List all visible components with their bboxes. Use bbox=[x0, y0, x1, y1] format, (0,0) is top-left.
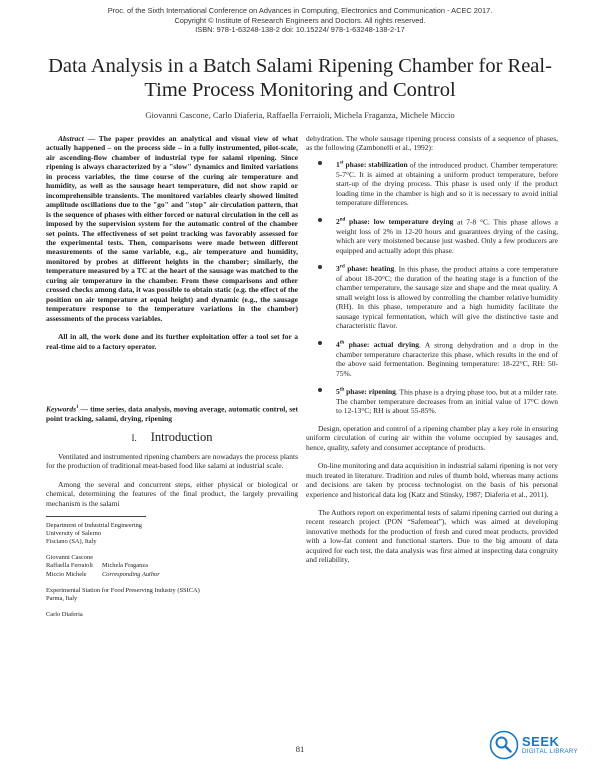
keywords-label: Keywords bbox=[46, 404, 76, 414]
body-paragraph: The Authors report on experimental tests of salami ripening carried out during a recent research project (PON “Safemeat”), which was aimed at developing innovative methods for the production of fresh and cured meat products, provided with a low-fat content and functional starters. Due to the big amount of data acquired for each test, the data analysis was first aimed at inspecting data congruity and reliability, bbox=[306, 508, 558, 565]
intro-paragraph-1: Ventilated and instrumented ripening chambers are nowadays the process plants for the production of traditional meat-based food like salami at industrial scale. bbox=[46, 451, 298, 471]
bullet-icon bbox=[318, 161, 322, 165]
affiliation-2-line-2: Parma, Italy bbox=[46, 594, 78, 602]
header-line-3: ISBN: 978-1-63248-138-2 doi: 10.15224/ 978-1-63248-138-2-17 bbox=[195, 25, 405, 35]
list-item: 1st phase: stabilization of the introduced product. Chamber temperature: 5-7°C. It is aimed at obtaining a uniform product temperature, before start-up of the drying process. This phase is used only if the product loading time in the chamber is high and so it is necessary to avoid initial temperature differences. bbox=[306, 159, 558, 208]
abstract-conclusion: All in all, the work done and its further exploitation offer a tool set for a real-time aid to a factory operator. bbox=[46, 332, 298, 351]
body-paragraph: Design, operation and control of a ripening chamber play a key role in ensuring uniform circulation of curing air within the volume occupied by sausages and, hence, quality, safety and consumer acceptance of products. bbox=[306, 423, 558, 452]
section-number: I. bbox=[131, 433, 137, 444]
keywords-footnote-mark: 1 bbox=[76, 404, 79, 410]
list-item: 2nd phase: low temperature drying at 7-8 °C. This phase allows a weight loss of 2% in 12-20 hours and guarantees drying of the casing, which are very moistened because just washed. Only a few producers are equipped and actually adopt this phase. bbox=[306, 216, 558, 255]
author-name: Michela Fraganza bbox=[102, 562, 148, 570]
left-column bbox=[46, 134, 298, 619]
bullet-icon bbox=[318, 388, 322, 392]
bullet-icon bbox=[318, 341, 322, 345]
author-name: Carlo Diaferia bbox=[46, 610, 83, 618]
keywords-text: — time series, data analysis, moving average, automatic control, set point tracking, salami, drying, ripening bbox=[46, 404, 298, 423]
corresponding-author-note: Corresponding Author bbox=[102, 570, 160, 578]
bullet-icon bbox=[318, 218, 322, 222]
logo-subtext: DIGITAL LIBRARY bbox=[522, 747, 578, 755]
author-name: Giovanni Cascone bbox=[46, 554, 94, 562]
list-item: 4th phase: actual drying. A strong dehydration and a drop in the chamber temperature characterize this phase, which results in the end of the above said fermentation. Beginning temperature: 18-22°C, RH: 50-75%. bbox=[306, 339, 558, 378]
author-name: Miccio Michele bbox=[46, 570, 87, 578]
keywords bbox=[46, 403, 298, 423]
paper-title: Data Analysis in a Batch Salami Ripening Chamber for Real-Time Process Monitoring and Control bbox=[48, 55, 552, 101]
right-column bbox=[306, 134, 558, 565]
author-list: Giovanni Cascone, Carlo Diaferia, Raffaella Ferraioli, Michela Fraganza, Michele Miccio bbox=[145, 110, 455, 120]
abstract-text: — The paper provides an analytical and visual view of what actually happened – on the process side – in a fully instrumented, pilot-scale, air ascending-flow chamber of industrial type for salami ripening. Since ripening is always characterized by a "slow" dynamics and limited variations in process variables, the time course of the curing air temperature and humidity, as well as the sausage heart temperature, did not show rapid or incomprehensible transients. The monitored variables clearly showed limited amplitude oscillations due to the "go" and "stop" air circulation pattern, that is the sequence of phases with either forced or natural circulation in the cell as imposed by the supervision system for the automatic control of the chamber set points. The effectiveness of set point tracking was favorably assessed for the experimental tests. Then, comparisons were made between different measurements of the same variable, e.g., air temperature and humidity, monitored by probes at different heights in the chamber; similarly, the temperature measured by a TC at the heart of the sausage was matched to the curing air temperature in the chamber. From these comparisons and other crossed checks among data, it was possible to obtain static (e.g. the effect of the position on air temperature at equal height) and dynamic (e.g., the sausage temperature response to the temperature variations in the chamber) assessments of the process variables. bbox=[46, 134, 298, 323]
conference-header bbox=[0, 6, 600, 35]
section-title: Introduction bbox=[150, 430, 213, 445]
list-item: 5th phase: ripening. This phase is a drying phase too, but at a milder rate. The chamber temperature decreases from an initial value of 17°C down to 12-13°C; RH is about 55-85%. bbox=[306, 386, 558, 416]
affiliation-1-line-3: Fisciano (SA), Italy bbox=[46, 538, 97, 546]
list-item: 3rd phase: heating. In this phase, the product attains a core temperature of about 18-20°C; the duration of the heating stage is a function of the chamber temperature, the sausage size and shape and the meat quality. A small weight loss is allowed by controlling the chamber relative humidity (RH). In this phase, temperature and a high humidity facilitate the sausage typical fermentation, which will give the distinctive taste and characteristic flavor. bbox=[306, 263, 558, 331]
affiliation-2-line-1: Experimental Station for Food Preserving Industry (SSICA) bbox=[46, 586, 200, 594]
logo-text: SEEK bbox=[522, 733, 560, 749]
section-heading bbox=[46, 430, 298, 445]
seek-digital-library-logo bbox=[489, 730, 578, 760]
footnote-rule bbox=[46, 516, 146, 517]
intro-paragraph-2: Among the several and concurrent steps, either physical or biological or chemical, determining the features of the final product, the largely prevailing mechanism is the salami bbox=[46, 479, 298, 508]
footnotes bbox=[46, 522, 298, 619]
abstract bbox=[46, 134, 298, 323]
page-number: 81 bbox=[295, 744, 305, 754]
affiliation-1-line-2: University of Salerno bbox=[46, 530, 102, 538]
author-name: Raffaella Ferraioli bbox=[46, 562, 93, 570]
abstract-label: Abstract bbox=[58, 134, 84, 143]
seek-logo-icon bbox=[489, 730, 519, 760]
bullet-icon bbox=[318, 265, 322, 269]
affiliation-1-line-1: Department of Industrial Engineering bbox=[46, 522, 143, 530]
phases-intro: dehydration. The whole sausage ripening process consists of a sequence of phases, as the following (Zambonelli et al., 1992): bbox=[306, 134, 558, 153]
phase-list bbox=[306, 159, 558, 416]
header-line-2: Copyright © Institute of Research Engineers and Doctors. All rights reserved. bbox=[174, 15, 426, 25]
header-line-1: Proc. of the Sixth International Conference on Advances in Computing, Electronics and Communication - ACEC 2017. bbox=[107, 6, 493, 15]
body-paragraph: On-line monitoring and data acquisition in industrial salami ripening is not very much treated in literature. Tradition and rules of thumb hold, whereas many actions and decisions are taken by process technologist on the basis of his personal experience and historical data log (Katz and Stinsky, 1987; Diaferia et al., 2011). bbox=[306, 461, 558, 499]
